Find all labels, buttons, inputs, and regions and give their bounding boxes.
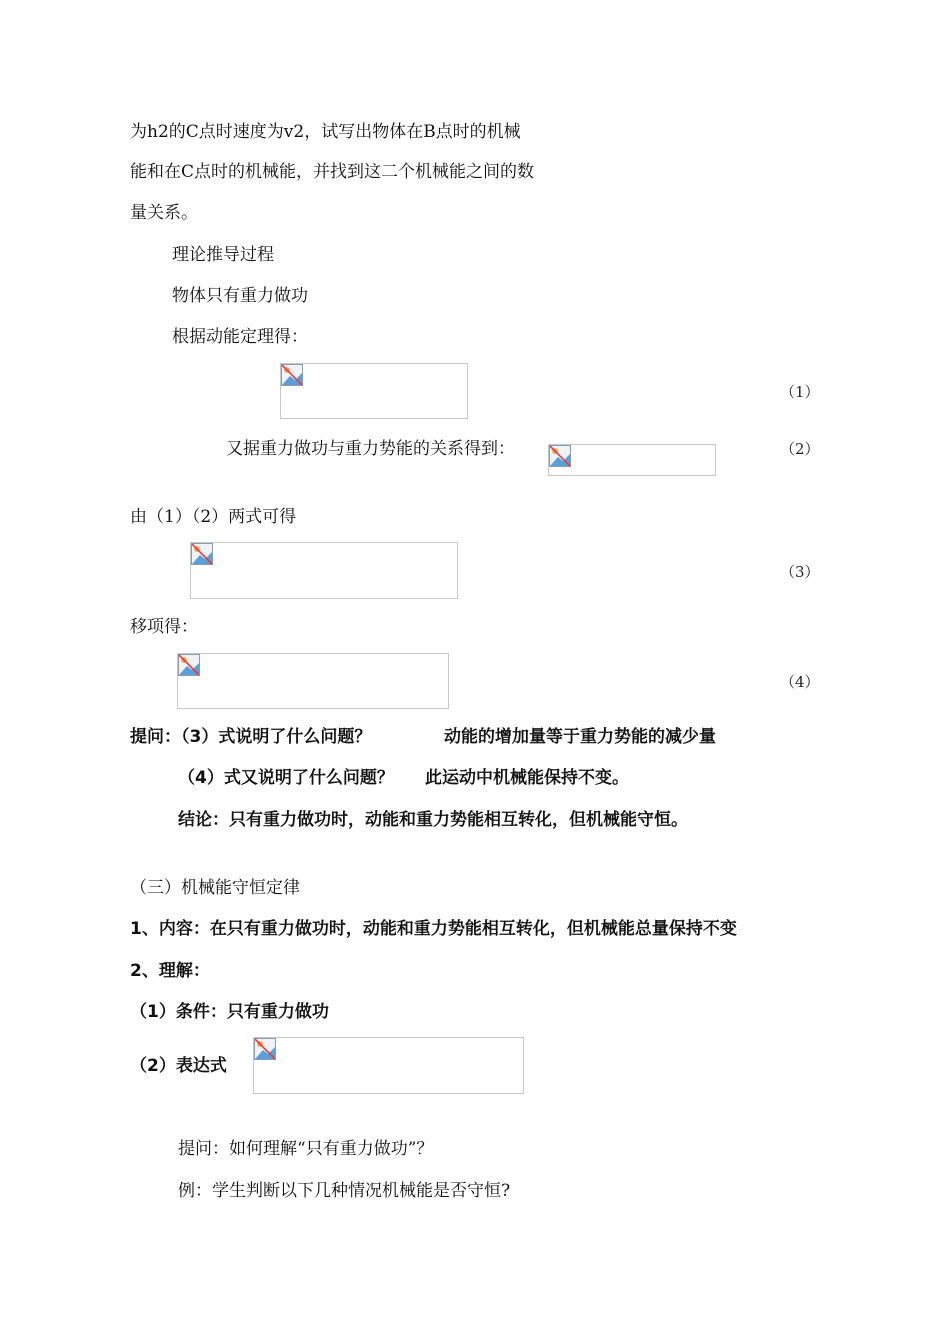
broken-image-icon bbox=[549, 445, 571, 467]
text-derivation-heading: 理论推导过程 bbox=[172, 245, 274, 265]
question-gravity-only: 提问：如何理解“只有重力做功”？ bbox=[178, 1139, 434, 1159]
expression-item: （2）表达式 bbox=[130, 1056, 227, 1076]
section-heading: （三）机械能守恒定律 bbox=[130, 878, 300, 898]
equation-number-3: （3） bbox=[780, 563, 820, 581]
text-only-gravity: 物体只有重力做功 bbox=[172, 286, 308, 306]
text-line-1: 为h2的C点时速度为v2，试写出物体在B点时的机械 bbox=[130, 122, 521, 142]
text-rearrange: 移项得： bbox=[130, 617, 198, 637]
equation-number-2: （2） bbox=[780, 440, 820, 458]
text-line-2: 能和在C点时的机械能，并找到这二个机械能之间的数 bbox=[130, 162, 535, 182]
expression-image bbox=[253, 1037, 524, 1094]
condition-item: （1）条件：只有重力做功 bbox=[130, 1002, 329, 1022]
equation-1-image bbox=[280, 363, 468, 419]
question-1: 提问：（3）式说明了什么问题？ bbox=[130, 727, 372, 747]
law-content: 1、内容：在只有重力做功时，动能和重力势能相互转化，但机械能总量保持不变 bbox=[130, 919, 737, 939]
equation-2-image bbox=[548, 444, 716, 476]
text-gravity-work-relation: 又据重力做功与重力势能的关系得到： bbox=[226, 439, 515, 459]
text-kinetic-theorem: 根据动能定理得： bbox=[172, 327, 308, 347]
text-line-3: 量关系。 bbox=[130, 203, 198, 223]
understanding-heading: 2、理解： bbox=[130, 961, 210, 981]
equation-number-1: （1） bbox=[780, 383, 820, 401]
conclusion: 结论：只有重力做功时，动能和重力势能相互转化，但机械能守恒。 bbox=[178, 810, 688, 830]
text-from-eq12: 由（1）（2）两式可得 bbox=[130, 507, 297, 527]
answer-1: 动能的增加量等于重力势能的减少量 bbox=[444, 727, 716, 747]
broken-image-icon bbox=[178, 654, 200, 676]
equation-number-4: （4） bbox=[780, 673, 820, 691]
broken-image-icon bbox=[254, 1038, 276, 1060]
question-2: （4）式又说明了什么问题？ bbox=[178, 768, 394, 788]
equation-3-image bbox=[190, 542, 458, 599]
example-prompt: 例：学生判断以下几种情况机械能是否守恒? bbox=[178, 1181, 511, 1201]
answer-2: 此运动中机械能保持不变。 bbox=[425, 768, 629, 788]
equation-4-image bbox=[177, 653, 449, 709]
broken-image-icon bbox=[281, 364, 303, 386]
broken-image-icon bbox=[191, 543, 213, 565]
